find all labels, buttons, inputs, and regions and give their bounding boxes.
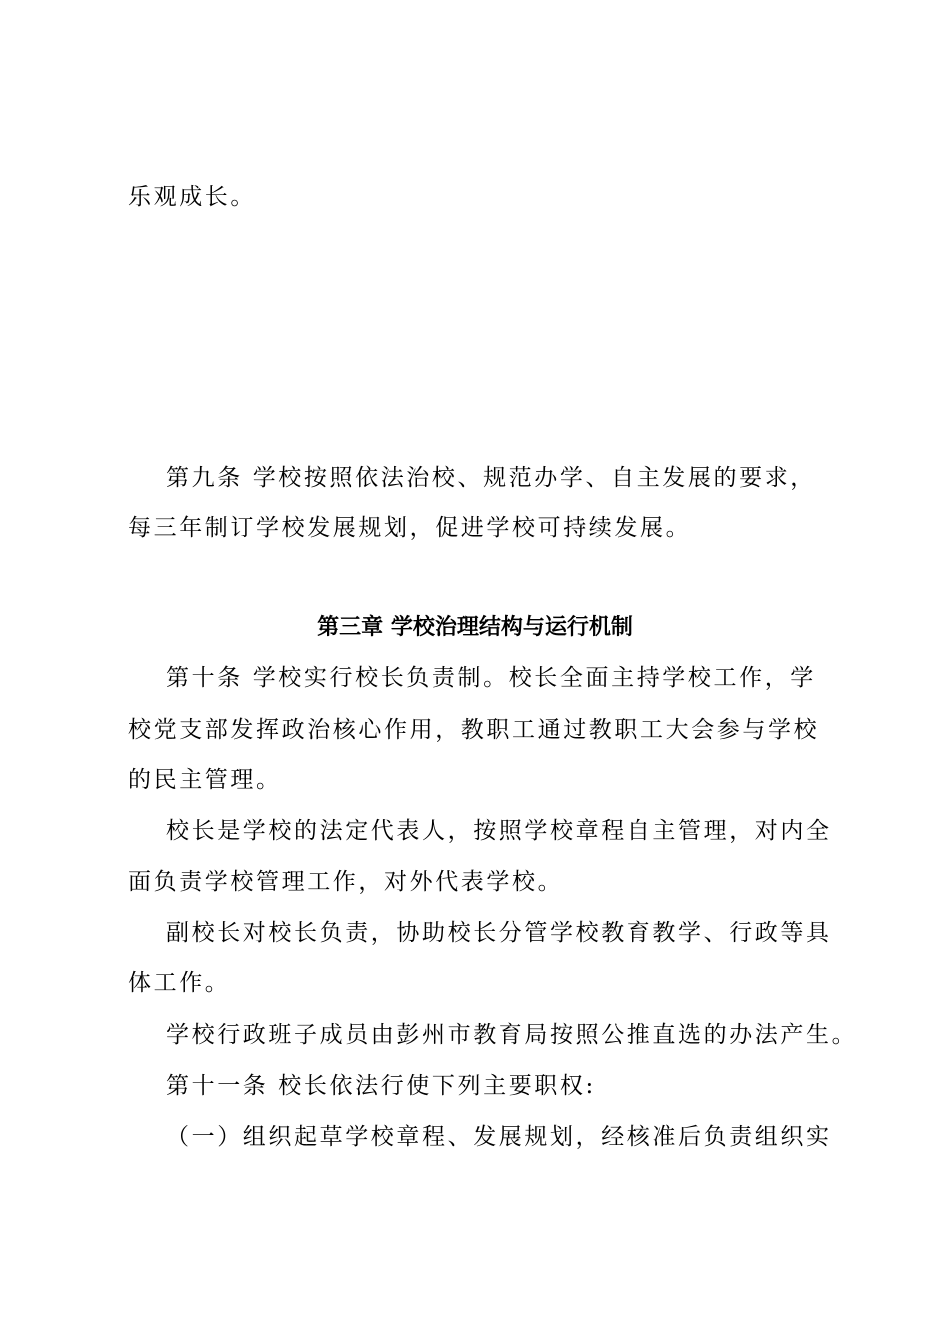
paragraph-line: 乐观成长。 (128, 184, 256, 210)
chapter-3-title: 第三章 学校治理结构与运行机制 (317, 615, 633, 640)
article-10-line-3: 的民主管理。 (128, 767, 282, 793)
article-11-item-1-line-1: （一）组织起草学校章程、发展规划，经核准后负责组织实 (166, 1124, 832, 1150)
article-10-line-2: 校党支部发挥政治核心作用，教职工通过教职工大会参与学校 (128, 717, 820, 743)
admin-team-paragraph: 学校行政班子成员由彭州市教育局按照公推直选的办法产生。 (166, 1022, 858, 1048)
vice-principal-paragraph-line-1: 副校长对校长负责，协助校长分管学校教育教学、行政等具 (166, 920, 832, 946)
article-9-line-2: 每三年制订学校发展规划，促进学校可持续发展。 (128, 515, 692, 541)
article-10-line-1: 第十条 学校实行校长负责制。校长全面主持学校工作，学 (166, 665, 816, 691)
principal-paragraph-line-2: 面负责学校管理工作，对外代表学校。 (128, 869, 564, 895)
article-9-line-1: 第九条 学校按照依法治校、规范办学、自主发展的要求， (166, 465, 816, 491)
vice-principal-paragraph-line-2: 体工作。 (128, 970, 231, 996)
article-11-line-1: 第十一条 校长依法行使下列主要职权: (166, 1073, 596, 1099)
principal-paragraph-line-1: 校长是学校的法定代表人，按照学校章程自主管理，对内全 (166, 818, 832, 844)
